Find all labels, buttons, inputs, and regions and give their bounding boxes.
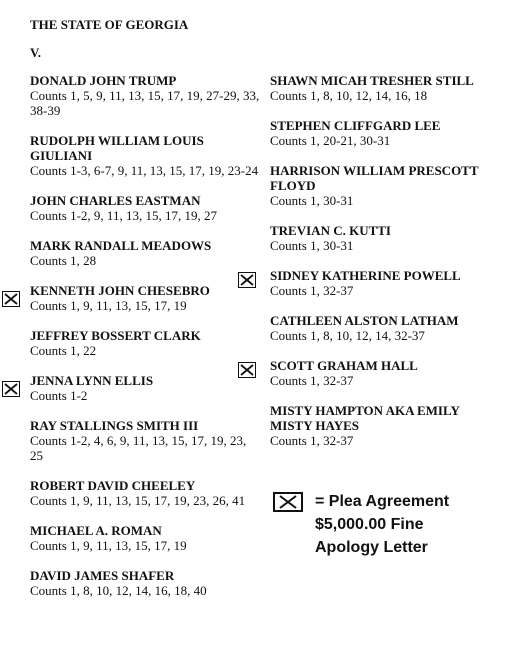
- defendant-counts: Counts 1-2: [30, 388, 88, 403]
- defendant-entry: [270, 403, 460, 448]
- defendant-name: MICHAEL A. ROMAN: [30, 523, 162, 538]
- defendant-name: DAVID JAMES SHAFER: [30, 568, 175, 583]
- defendant-name: TREVIAN C. KUTTI: [270, 223, 391, 238]
- x-box-icon: [2, 381, 20, 397]
- defendant-entry: [270, 313, 510, 343]
- defendant-name: STEPHEN CLIFFGARD LEE: [270, 118, 441, 133]
- defendant-name: CATHLEEN ALSTON LATHAM: [270, 313, 459, 328]
- right-defendant-column: [270, 73, 510, 448]
- defendant-name: KENNETH JOHN CHESEBRO: [30, 283, 210, 298]
- defendant-name: RAY STALLINGS SMITH III: [30, 418, 199, 433]
- defendant-name: JEFFREY BOSSERT CLARK: [30, 328, 201, 343]
- defendant-counts: Counts 1, 5, 9, 11, 13, 15, 17, 19, 27-29, 33, 38-39: [30, 88, 260, 118]
- defendant-name: ROBERT DAVID CHEELEY: [30, 478, 196, 493]
- defendant-counts: Counts 1, 32-37: [270, 373, 354, 388]
- defendant-entry: [270, 268, 510, 298]
- defendant-counts: Counts 1-2, 4, 6, 9, 11, 13, 15, 17, 19, 23, 25: [30, 433, 247, 463]
- defendant-entry: [30, 73, 262, 118]
- defendant-entry: [30, 328, 262, 358]
- defendant-entry: [30, 283, 262, 313]
- defendant-entry: [30, 133, 262, 178]
- defendant-counts: Counts 1, 28: [30, 253, 97, 268]
- defendant-entry: [30, 523, 262, 553]
- defendant-counts: Counts 1, 32-37: [270, 433, 354, 448]
- x-box-icon: [2, 291, 20, 307]
- defendant-counts: Counts 1, 8, 10, 12, 14, 16, 18: [270, 88, 428, 103]
- defendant-entry: [30, 193, 262, 223]
- defendant-name: MISTY HAMPTON AKA EMILY MISTY HAYES: [270, 403, 460, 433]
- defendant-counts: Counts 1, 9, 11, 13, 15, 17, 19: [30, 298, 187, 313]
- defendant-entry: [30, 373, 262, 403]
- defendant-entry: [30, 418, 262, 463]
- defendant-name: JOHN CHARLES EASTMAN: [30, 193, 201, 208]
- defendant-counts: Counts 1, 32-37: [270, 283, 354, 298]
- defendant-entry: [270, 358, 510, 388]
- defendant-entry: [30, 238, 262, 268]
- legend-fine: $5,000.00 Fine: [315, 516, 424, 533]
- defendant-counts: Counts 1, 8, 10, 12, 14, 32-37: [270, 328, 425, 343]
- defendant-name: SHAWN MICAH TRESHER STILL: [270, 73, 474, 88]
- defendant-name: SCOTT GRAHAM HALL: [270, 358, 418, 373]
- legend-apology-letter: Apology Letter: [315, 539, 428, 556]
- defendant-name: HARRISON WILLIAM PRESCOTT FLOYD: [270, 163, 479, 193]
- defendant-name: MARK RANDALL MEADOWS: [30, 238, 212, 253]
- defendant-entry: [270, 73, 510, 103]
- defendant-counts: Counts 1, 9, 11, 13, 15, 17, 19, 23, 26, 41: [30, 493, 246, 508]
- defendant-counts: Counts 1, 22: [30, 343, 97, 358]
- defendant-name: SIDNEY KATHERINE POWELL: [270, 268, 461, 283]
- defendant-name: DONALD JOHN TRUMP: [30, 73, 177, 88]
- defendant-entry: [30, 478, 262, 508]
- x-box-icon: [238, 362, 256, 378]
- defendant-counts: Counts 1, 8, 10, 12, 14, 16, 18, 40: [30, 583, 207, 598]
- left-defendant-column: [30, 73, 262, 598]
- defendant-entry: [270, 223, 510, 253]
- defendant-counts: Counts 1-3, 6-7, 9, 11, 13, 15, 17, 19, 23-24: [30, 163, 259, 178]
- defendant-entry: [270, 163, 510, 208]
- defendant-name: RUDOLPH WILLIAM LOUIS GIULIANI: [30, 133, 204, 163]
- versus-heading: V.: [30, 45, 41, 60]
- legend-plea-agreement: = Plea Agreement: [315, 493, 450, 510]
- defendant-entry: [30, 568, 262, 598]
- defendant-name: JENNA LYNN ELLIS: [30, 373, 154, 388]
- defendant-counts: Counts 1, 30-31: [270, 193, 354, 208]
- x-box-icon: [273, 492, 303, 512]
- x-box-icon: [238, 272, 256, 288]
- defendant-counts: Counts 1-2, 9, 11, 13, 15, 17, 19, 27: [30, 208, 217, 223]
- legend-text: [315, 490, 514, 559]
- defendant-entry: [270, 118, 510, 148]
- defendant-counts: Counts 1, 30-31: [270, 238, 354, 253]
- defendant-counts: Counts 1, 20-21, 30-31: [270, 133, 391, 148]
- defendant-counts: Counts 1, 9, 11, 13, 15, 17, 19: [30, 538, 187, 553]
- state-heading: THE STATE OF GEORGIA: [30, 17, 189, 32]
